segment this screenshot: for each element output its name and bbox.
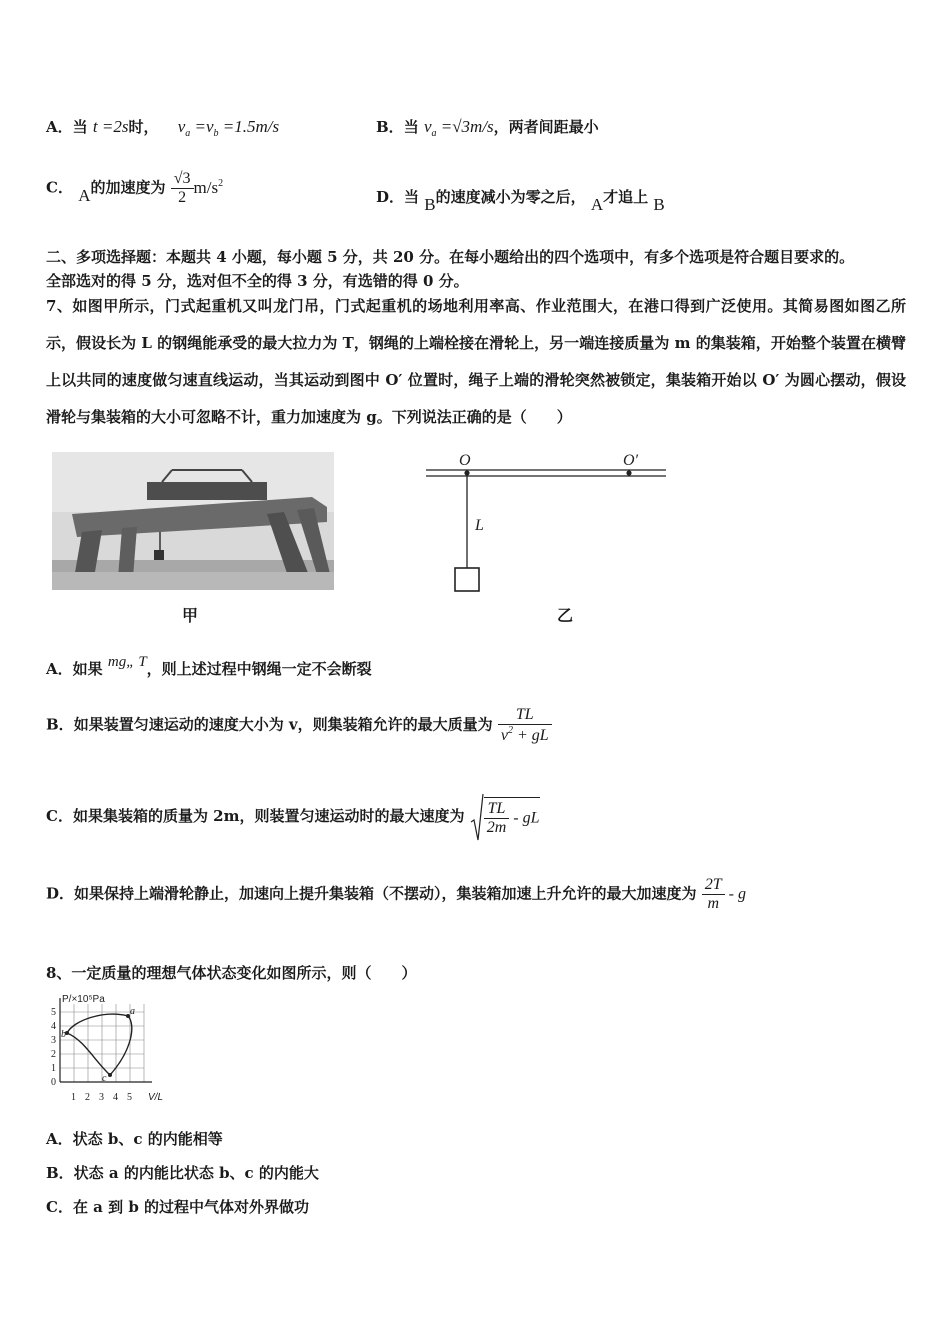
q6-option-d[interactable]: D．当 B的速度减小为零之后， A才追上 B [376, 188, 665, 214]
q7-option-a[interactable]: A．如果 mg„ T，则上述过程中钢绳一定不会断裂 [46, 654, 372, 678]
fraction-sqrt3-over-2: $\frac{√3}{2}$ [171, 170, 194, 207]
x-tick-2: 2 [85, 1092, 90, 1103]
label-l: L [475, 517, 484, 534]
point-c-label: c [102, 1073, 107, 1084]
y-tick-0: 0 [51, 1077, 56, 1088]
q6-option-a[interactable]: A．当 t =2s时， $v_a =v_b =1.5m/s$ [46, 117, 280, 139]
q8-option-a[interactable]: A．状态 b、c 的内能相等 [46, 1130, 223, 1148]
x-tick-4: 4 [113, 1092, 118, 1103]
point-a-label: a [130, 1006, 135, 1017]
sqrt-radical-icon [470, 792, 484, 842]
q6-option-c[interactable]: C． A的加速度为 $\frac{√3}{2}$ $m/s^2$ [46, 170, 224, 206]
y-tick-2: 2 [51, 1049, 56, 1060]
q8-option-c[interactable]: C．在 a 到 b 的过程中气体对外界做功 [46, 1198, 310, 1216]
q8-stem: 8、一定质量的理想气体状态变化如图所示，则（ ） [46, 964, 417, 982]
q8-option-b[interactable]: B．状态 a 的内能比状态 b、c 的内能大 [46, 1164, 319, 1182]
figure-jia-caption: 甲 [182, 606, 199, 625]
y-tick-1: 1 [51, 1063, 56, 1074]
pv-graph [44, 990, 174, 1106]
point-b-label: b [61, 1029, 66, 1040]
q7-stem: 7、如图甲所示，门式起重机又叫龙门吊，门式起重机的场地利用率高、作业范围大，在港口得到广泛使用。其简易图如图乙所示，假设长为 L 的钢绳能承受的最大拉力为 T，钢绳的上端栓接在滑轮上，另一端连接质量为 m 的集装箱，开始整个装置在横臂上以共同的速度做匀速直线运动，当其运动到图中 O′ 位置时，绳子上端的滑轮突然被锁定，集装箱开始以 O′ 为圆心摆动，假设滑轮与集装箱的大小可忽略不计，重力加速度为 g。下列说法正确的是（ ） [46, 297, 906, 426]
y-tick-5: 5 [51, 1007, 56, 1018]
q7-option-c[interactable]: C．如果集装箱的质量为 2m，则装置匀速运动时的最大速度为 $\frac{TL}{2m}$ - gL [46, 792, 540, 842]
q6-option-b[interactable]: B．当 $v_a =√3m/s$，两者间距最小 [376, 117, 599, 139]
x-tick-1: 1 [71, 1092, 76, 1103]
y-axis-label: P/×10⁵Pa [62, 994, 105, 1005]
gantry-crane-photo [52, 452, 334, 590]
q7-option-b[interactable]: B．如果装置匀速运动的速度大小为 v，则集装箱允许的最大质量为 $\frac{TL}{v^2 + gL}$ [46, 706, 552, 745]
x-axis-label: V/L [148, 1092, 164, 1103]
label-o-prime: O′ [623, 452, 639, 469]
label-o: O [459, 452, 471, 469]
section-2-line-1: 二、多项选择题：本题共 4 小题，每小题 5 分，共 20 分。在每小题给出的四个选项中，有多个选项是符合题目要求的。 [46, 248, 855, 266]
diagram-yi [420, 448, 670, 598]
y-tick-3: 3 [51, 1035, 56, 1046]
figure-yi-caption: 乙 [557, 606, 574, 625]
q7-option-d[interactable]: D．如果保持上端滑轮静止，加速向上提升集装箱（不摆动），集装箱加速上升允许的最大加速度为 $\frac{2T}{m}$ - g [46, 876, 746, 912]
section-2-line-2: 全部选对的得 5 分，选对但不全的得 3 分，有选错的得 0 分。 [46, 272, 469, 290]
y-tick-4: 4 [51, 1021, 56, 1032]
x-tick-5: 5 [127, 1092, 132, 1103]
x-tick-3: 3 [99, 1092, 104, 1103]
